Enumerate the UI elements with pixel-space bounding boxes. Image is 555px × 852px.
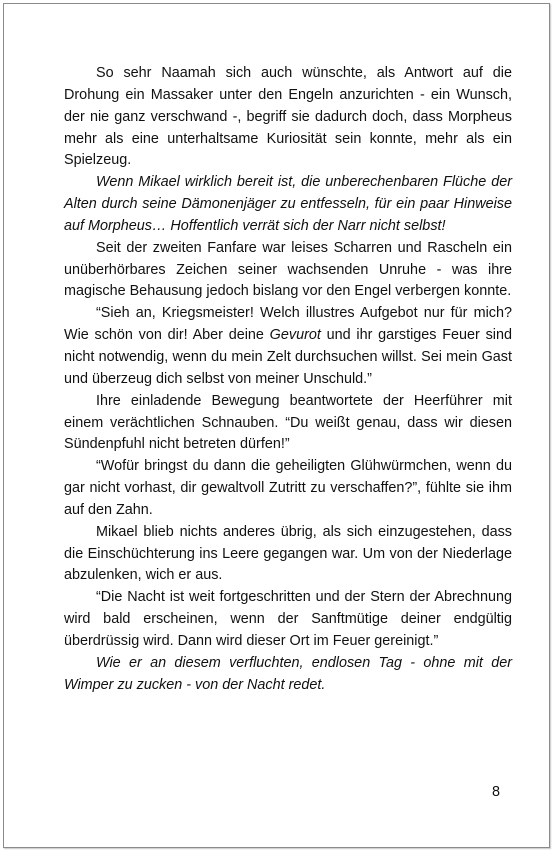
paragraph-text: “Wofür bringst du dann die geheiligten Glühwürmchen, wenn du gar nicht vorhast, dir gewaltvoll Zutritt zu verschaffen?”, fühlte sie ihm auf den Zahn. (64, 458, 512, 518)
paragraph (64, 172, 512, 238)
paragraph-text: Ihre einladende Bewegung beantwortete der Heerführer mit einem verächtlichen Schnauben. “Du weißt genau, dass wir diesen Sündenpfuhl nicht betreten dürfen!” (64, 392, 512, 453)
text-body (64, 63, 512, 696)
document-page (3, 3, 550, 848)
page-number: 8 (491, 784, 500, 800)
paragraph (64, 303, 512, 390)
paragraph (64, 456, 512, 522)
paragraph (64, 63, 512, 172)
paragraph-text: Wie er an diesem verfluchten, endlosen Tag - ohne mit der Wimper zu zucken - von der Nacht redet. (64, 654, 512, 693)
paragraph (64, 238, 512, 304)
paragraph (64, 653, 512, 697)
paragraph-text: Wenn Mikael wirklich bereit ist, die unberechenbaren Flüche der Alten durch seine Dämonenjäger zu entfesseln, für ein paar Hinweise auf Morpheus… Hoffentlich verrät sich der Narr nicht selbst! (64, 174, 512, 234)
paragraph-text: Mikael blieb nichts anderes übrig, als sich einzugestehen, dass die Einschüchterung ins Leere gegangen war. Um von der Niederlage abzulenken, wich er aus. (64, 523, 512, 584)
paragraph-text: “Sieh an, Kriegsmeister! Welch illustres Aufgebot nur für mich? Wie schön von dir! Aber deine (64, 305, 512, 344)
paragraph-text: und ihr garstiges Feuer sind nicht notwendig, wenn du mein Zelt durchsuchen willst. Sei mein Gast und überzeug dich selbst von meiner Unschuld.” (64, 327, 512, 387)
paragraph-text: Seit der zweiten Fanfare war leises Scharren und Rascheln ein unüberhörbares Zeichen seiner wachsenden Unruhe - was ihre magische Behausung jedoch bislang vor den Engel verbergen konnte. (64, 239, 512, 300)
paragraph (64, 391, 512, 457)
paragraph-text: So sehr Naamah sich auch wünschte, als Antwort auf die Drohung ein Massaker unter den Engeln anzurichten - ein Wunsch, der nie ganz verschwand -, begriff sie dadurch doch, dass Morpheus mehr als eine unterhaltsame Kuriosität sein konnte, mehr als ein Spielzeug. (64, 65, 512, 169)
paragraph (64, 587, 512, 653)
paragraph-text: “Die Nacht ist weit fortgeschritten und der Stern der Abrechnung wird bald erscheinen, wenn der Sanftmütige deiner endgültig überdrüssig wird. Dann wird dieser Ort im Feuer gereinigt.” (64, 589, 512, 649)
paragraph (64, 522, 512, 588)
emphasized-text: Gevurot (269, 327, 321, 344)
